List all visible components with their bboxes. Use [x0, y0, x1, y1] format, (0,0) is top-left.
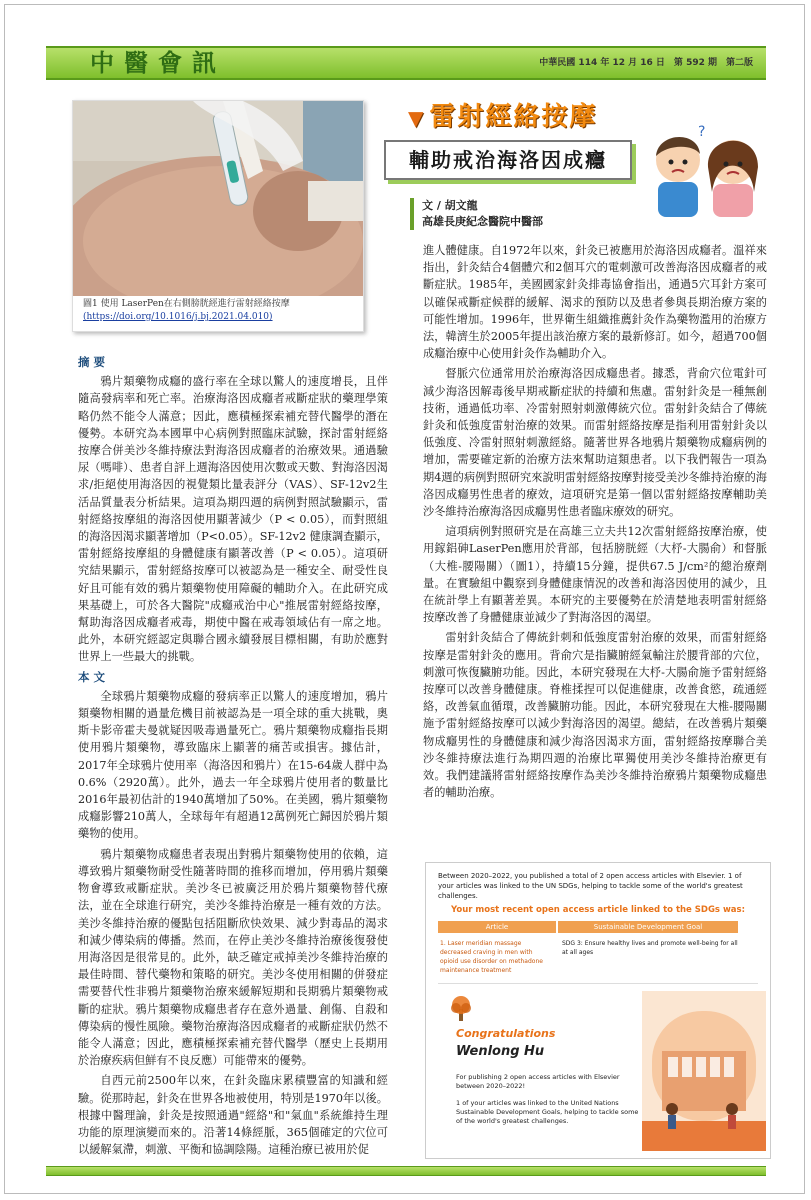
laser-pen-photo-illustration — [73, 101, 363, 296]
body-paragraph: 雷射針灸結合了傳統針刺和低強度雷射治療的效果，而雷射經絡按摩是雷射針灸的應用。背俞穴是指臟腑經氣輸注於腰背部的穴位，刺激可恢復臟腑功能。因此，本研究發現在大杼-大腸俞施予雷射經絡按摩可以改善身體健康。脊椎揉捏可以促進健康，改善食慾，疏通經絡，改善氣血循環，改善臟腑功能。因此，本研究發現在大椎-腰陽關施予雷射經絡按摩可以減少對海洛因的渴望。總結，在改善鴉片類藥物成癮男性的身體健康和減少海洛因渴求方面，雷射經絡按摩聯合美沙冬維持療法進行為期四週的治療比單獨使用美沙冬維持治療更有效。我們建議將雷射經絡按摩作為美沙冬維持治療鴉片類藥物成癮患者的輔助治療。 — [423, 631, 767, 800]
cartoon-people-illustration — [648, 122, 768, 217]
certificate-body-1: For publishing 2 open access articles with Elsevier between 2020–2022! — [456, 1073, 620, 1090]
author-affiliation: 高雄長庚紀念醫院中醫部 — [422, 215, 543, 228]
abstract-paragraph: 鴉片類藥物成癮的盛行率在全球以驚人的速度增長，且伴隨高發病率和死亡率。治療海洛因成癮者戒斷症狀的藥理學策略仍然不能令人滿意；因此，應積極探索補充替代醫學的潛在優勢。本研究為本國單中心病例對照臨床試驗，探討雷射經絡按摩合併美沙冬維持療法對海洛因成癮者的治療效果。通過驗尿（嗎啡）、患者自評上週海洛因使用次數或天數、對海洛因渴求/拒絕使用海洛因的視覺類比量表評分（VAS）、SF-12v2生活品質量表分析結果。這項為期四週的病例對照試驗顯示，雷射經絡按摩組的海洛因使用顯著減少（P < 0.05），而對照組的海洛因渴求顯著增加（P<0.05）。SF-12v2 健康調查顯示，雷射經絡按摩組的身體健康有顯著改善（P < 0.05）。這項研究結果顯示，雷射經絡按摩可以被認為是一種安全、耐受性良好且可能有效的鴉片類藥物使用障礙的輔助介入。在此研究成果基礎上，可於各大醫院"成癮戒治中心"推展雷射經絡按摩，幫助海洛因成癮者戒毒，期使中醫在戒毒領域佔有一席之地。此外，本研究經認定與聯合國永續發展目標相關，有助於應對世界上一些最大的挑戰。 — [78, 375, 388, 664]
body-paragraph: 這項病例對照研究是在高雄三立夫共12次雷射經絡按摩治療，使用鎵鋁砷LaserPen應用於背部，包括膀胱經（大杼-大腸俞）和督脈（大椎-腰陽關）（圖1），持續15分鐘，提供67.5 J/cm²的總治療劑量。在實驗組中觀察到身體健康情況的改善和海洛因使用的減少，且在統計學上有顯著差異。本研究的主要優勢在於清楚地表明雷射經絡按摩改善了身體健康並減少了對海洛因的渴望。 — [423, 525, 767, 625]
certificate-intro: Between 2020–2022, you published a total of 2 open access articles with Elsevier. 1 of your articles was linked to the UN SDGs, helping to tackle some of the world's greatest challenges. — [438, 872, 743, 900]
left-column — [78, 352, 388, 1161]
certificate-goal: SDG 3: Ensure healthy lives and promote well-being for all at all ages — [562, 940, 738, 956]
body-paragraph: 全球鴉片類藥物成癮的發病率正以驚人的速度增加，鴉片類藥物相關的過量危機目前被認為是一項全球的重大挑戰，奧斯卡影帝霍夫曼就疑因吸毒過量死亡。鴉片類藥物成癮指長期使用鴉片類藥物，導致臨床上顯著的痛苦或損害。據估計，2017年全球鴉片使用率（海洛因和鴉片）在15-64歲人群中為0.6%（2920萬）。此外，過去一年全球鴉片使用者的數量比2016年最初估計的1940萬增加了50%。在美國，鴉片類藥物成癮影響210萬人，全球每年有超過12萬例死亡歸因於鴉片類藥物的使用。 — [78, 689, 388, 841]
abstract-heading: 摘 要 — [78, 355, 106, 369]
elsevier-certificate — [425, 862, 771, 1159]
article-title-text: 雷射經絡按摩 — [429, 102, 598, 132]
svg-text:?: ? — [698, 124, 706, 140]
certificate-article-title: 1. Laser meridian massage decreased craving in men with opioid use disorder on methadone maintenance treatment — [440, 940, 543, 974]
library-illustration — [642, 991, 766, 1151]
certificate-col-goal: Sustainable Development Goal — [558, 921, 738, 933]
elsevier-tree-logo-icon — [448, 995, 474, 1023]
certificate-body-2: 1 of your articles was linked to the United Nations Sustainable Development Goals, helping to tackle some of the world's greatest challenges. — [456, 1099, 639, 1125]
footer-bar — [46, 1166, 766, 1176]
figure-caption — [83, 298, 358, 324]
figure-caption-text: 圖1 使用 LaserPen在右側膀胱經進行雷射經絡按摩 — [83, 299, 290, 309]
laser-pen-photo — [73, 101, 363, 296]
certificate-table-header — [438, 921, 738, 933]
masthead-title: 中醫會訊 — [90, 49, 226, 77]
author-name: 文 / 胡文龍 — [422, 199, 478, 212]
article-title — [408, 98, 597, 136]
figure-doi-link[interactable]: (https://doi.org/10.1016/j.bj.2021.04.010) — [83, 312, 273, 322]
author-block — [410, 198, 543, 230]
figure-1 — [72, 100, 364, 332]
right-column — [423, 242, 767, 805]
certificate-divider — [438, 983, 758, 984]
certificate-col-article: Article — [438, 921, 556, 933]
certificate-recipient-name: Wenlong Hu — [456, 1044, 545, 1059]
certificate-congrats: Congratulations — [456, 1027, 556, 1040]
body-paragraph: 進人體健康。自1972年以來，針灸已被應用於海洛因成癮者。溫祥來指出，針灸結合4個體穴和2個耳穴的電刺激可改善海洛因成癮者的戒斷症狀。1985年，美國國家針灸排毒協會指出，通過5穴耳針方案可以確保戒斷症候群的緩解、渴求的預防以及患者參與長期治療方案的可能性增加。1996年，世界衛生組織推薦針灸作為藥物濫用的治療方法，韓濟生於2005年提出該治療方案的最新修訂。如今，超過700個成癮治療中心使用針灸作為輔助介入。 — [423, 244, 767, 361]
body-heading: 本 文 — [78, 669, 106, 684]
article-subtitle: 輔助戒治海洛因成癮 — [384, 140, 632, 180]
body-paragraph: 鴉片類藥物成癮患者表現出對鴉片類藥物使用的依賴，這導致鴉片類藥物耐受性隨著時間的推移而增加，停用鴉片類藥物會導致戒斷症狀。美沙冬已被廣泛用於鴉片類藥物替代療法，並在全球進行研究，美沙冬維持治療是一種有效的方法。美沙冬維持治療的優點包括阻斷欣快效果、減少對毒品的渴求和減少傳染病的傳播。然而，在停止美沙冬維持治療後復發使用海洛因是很常見的。此外，缺乏確定戒掉美沙冬維持治療的最佳時間、替代藥物和策略的研究。美沙冬使用相關的併發症需要替代性非鴉片類藥物治療來緩解短期和長期鴉片類藥物戒斷的症狀。鴉片類藥物成癮患者存在意外過量、創傷、自殺和傳染病的慢性風險。藥物治療海洛因成癮者的戒斷症狀仍然不能令人滿意；因此，應積極探索補充替代醫學（歷史上長期用於治療疾病但鮮有不良反應）可能帶來的優勢。 — [78, 847, 388, 1068]
issue-date: 中華民國 114 年 12 月 16 日 第 592 期 第二版 — [539, 58, 753, 68]
certificate-heading: Your most recent open access article linked to the SDGs was: — [451, 905, 745, 915]
body-paragraph: 督脈穴位通常用於治療海洛因成癮患者。據悉，背俞穴位電針可減少海洛因解毒後早期戒斷症狀的持續和焦慮。雷射針灸是一種無創技術，通過低功率、冷雷射照射刺激傳統穴位。雷射針灸結合了傳統針灸和低強度雷射治療的效果。而雷射經絡按摩是指利用雷射針灸以低強度、冷雷射照射刺激經絡。隨著世界各地鴉片類藥物成癮病例的增加，需要確定新的治療方法來幫助這類患者。以下我們報告一項為期4週的病例對照研究來說明雷射經絡按摩對接受美沙冬維持治療的海洛因成癮男性患者的療效，這項研究是第一個以雷射經絡按摩輔助美沙冬維持治療海洛因成癮男性患者臨床療效的研究。 — [423, 367, 767, 519]
triangle-arrow-icon: ▼ — [408, 106, 426, 130]
body-paragraph: 自西元前2500年以來，在針灸臨床累積豐富的知識和經驗。從那時起，針灸在世界各地被使用，特別是1970年以後。根據中醫理論，針灸是按照通過"經絡"和"氣血"系統維持生理功能的原理演變而來的。沿著14條經脈，365個確定的穴位可以緩解氣滯，刺激、平衡和協調陰陽。這種治療已被用於促 — [78, 1074, 388, 1157]
